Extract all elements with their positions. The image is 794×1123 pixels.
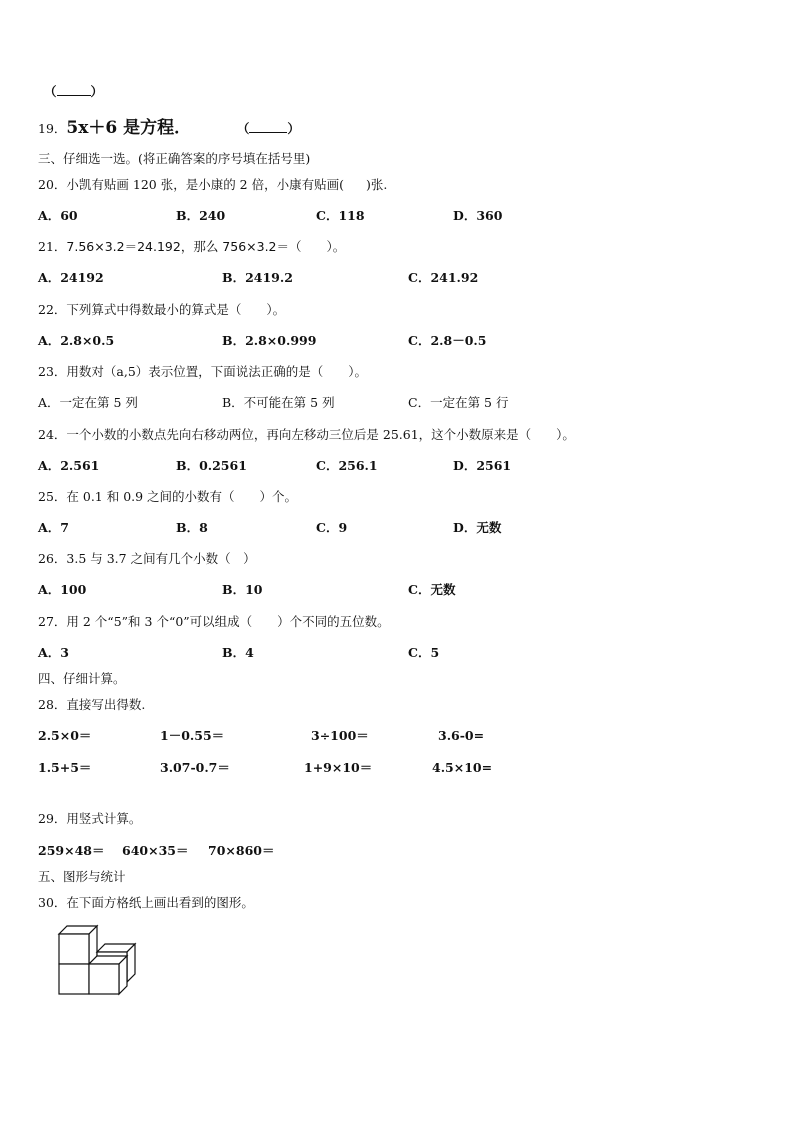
calc-item[interactable]: 3÷100＝ xyxy=(311,728,369,743)
calc-item[interactable]: 259×48＝ xyxy=(38,843,105,858)
option-b[interactable]: B．8 xyxy=(176,520,208,535)
calc-item[interactable]: 1－0.55＝ xyxy=(160,728,225,743)
question-20 xyxy=(38,177,387,193)
question-stem-end: )张. xyxy=(366,177,388,192)
calc-item[interactable]: 3.6-0= xyxy=(438,728,485,743)
paren-open: （ xyxy=(44,84,57,99)
calc-item[interactable]: 70×860＝ xyxy=(208,843,275,858)
option-c[interactable]: C．9 xyxy=(316,520,348,535)
option-a[interactable]: A．2.8×0.5 xyxy=(38,333,115,348)
cube-stack-figure xyxy=(56,922,140,998)
question-25: 25．在 0.1 和 0.9 之间的小数有（ ）个。 xyxy=(38,489,298,504)
calc-item[interactable]: 2.5×0＝ xyxy=(38,728,92,743)
option-a[interactable]: A．24192 xyxy=(38,270,104,285)
option-b[interactable]: B．10 xyxy=(222,582,263,597)
top-cube-front-face xyxy=(59,934,89,964)
question-math: 7.56×3.2＝24.192，那么 756×3.2＝（ ）。 xyxy=(66,239,346,254)
option-d[interactable]: D．无数 xyxy=(453,520,502,535)
section-3-heading: 三、仔细选一选。(将正确答案的序号填在括号里) xyxy=(38,151,311,166)
equation-expression: 5x＋6 xyxy=(66,118,118,138)
option-a[interactable]: A．2.561 xyxy=(38,458,100,473)
option-d[interactable]: D．2561 xyxy=(453,458,512,473)
option-c[interactable]: C．一定在第 5 行 xyxy=(408,395,509,410)
option-c[interactable]: C．256.1 xyxy=(316,458,378,473)
bottom-left-cube-front-face xyxy=(59,964,89,994)
question-number: 21． xyxy=(38,239,67,254)
answer-blank-18 xyxy=(44,84,103,100)
blank-line[interactable] xyxy=(249,121,287,133)
calc-item[interactable]: 640×35＝ xyxy=(122,843,189,858)
question-23: 23．用数对（a,5）表示位置，下面说法正确的是（ ）。 xyxy=(38,364,368,379)
question-number: 19． xyxy=(38,121,67,136)
section-5-heading: 五、图形与统计 xyxy=(38,869,126,884)
option-b[interactable]: B．2419.2 xyxy=(222,270,293,285)
option-b[interactable]: B．不可能在第 5 列 xyxy=(222,395,335,410)
option-b[interactable]: B．4 xyxy=(222,645,254,660)
option-a[interactable]: A．一定在第 5 列 xyxy=(38,395,138,410)
calc-item[interactable]: 4.5×10= xyxy=(432,760,493,775)
paren-close: ） xyxy=(90,84,104,99)
option-c[interactable]: C．241.92 xyxy=(408,270,479,285)
question-text: 是方程． xyxy=(117,118,192,138)
option-b[interactable]: B．2.8×0.999 xyxy=(222,333,317,348)
option-b[interactable]: B．0.2561 xyxy=(176,458,247,473)
question-19 xyxy=(38,117,300,140)
option-c[interactable]: C．5 xyxy=(408,645,440,660)
question-stem: 20．小凯有贴画 120 张，是小康的 2 倍，小康有贴画( xyxy=(38,177,344,192)
question-24: 24．一个小数的小数点先向右移动两位，再向左移动三位后是 25.61，这个小数原来是（ ）。 xyxy=(38,427,575,442)
option-c[interactable]: C．118 xyxy=(316,208,365,223)
blank-line[interactable] xyxy=(57,84,91,96)
calc-item[interactable]: 3.07-0.7＝ xyxy=(160,760,230,775)
calc-item[interactable]: 1+9×10＝ xyxy=(304,760,373,775)
option-a[interactable]: A．60 xyxy=(38,208,78,223)
front-right-cube-front-face xyxy=(89,964,119,994)
option-a[interactable]: A．7 xyxy=(38,520,69,535)
question-27: 27．用 2 个“5”和 3 个“0”可以组成（ ）个不同的五位数。 xyxy=(38,614,390,629)
calc-item[interactable]: 1.5+5＝ xyxy=(38,760,92,775)
question-29: 29．用竖式计算。 xyxy=(38,811,142,826)
option-d[interactable]: D．360 xyxy=(453,208,503,223)
question-26: 26．3.5 与 3.7 之间有几个小数（ ） xyxy=(38,551,256,566)
question-28: 28．直接写出得数. xyxy=(38,697,146,712)
section-4-heading: 四、仔细计算。 xyxy=(38,671,126,686)
option-a[interactable]: A．3 xyxy=(38,645,69,660)
option-a[interactable]: A．100 xyxy=(38,582,87,597)
option-c[interactable]: C．无数 xyxy=(408,582,456,597)
answer-blank-19: （ ） xyxy=(243,121,300,136)
question-30: 30．在下面方格纸上画出看到的图形。 xyxy=(38,895,254,910)
question-22: 22．下列算式中得数最小的算式是（ ）。 xyxy=(38,302,286,317)
option-c[interactable]: C．2.8－0.5 xyxy=(408,333,487,348)
question-21 xyxy=(38,239,345,255)
option-b[interactable]: B．240 xyxy=(176,208,226,223)
